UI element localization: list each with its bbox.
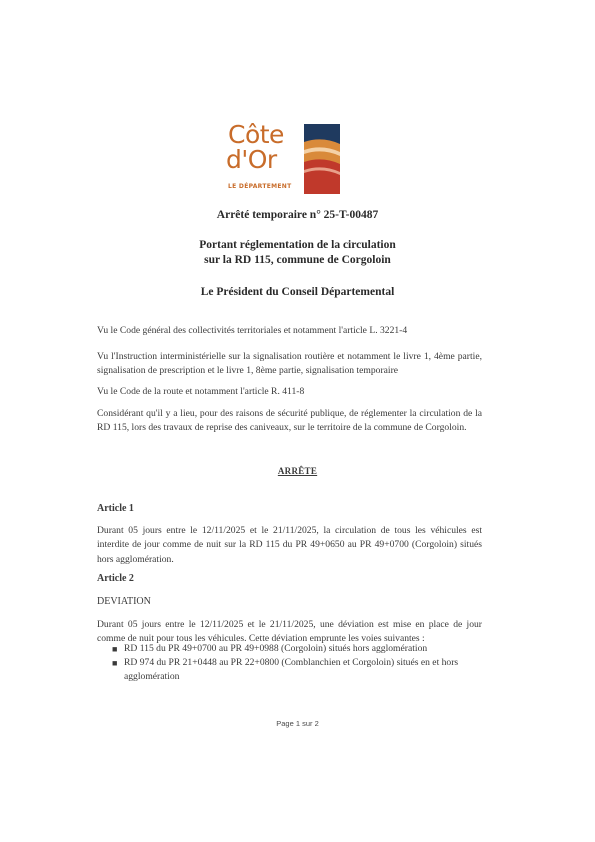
visa-paragraph: Vu le Code de la route et notamment l'article R. 411-8 — [97, 386, 305, 397]
logo-text-line1: Côte — [228, 120, 284, 149]
logo-subtitle: LE DÉPARTEMENT — [228, 183, 292, 190]
list-item — [112, 642, 482, 656]
considerant-paragraph: Considérant qu'il y a lieu, pour des raisons de sécurité publique, de réglementer la circulation de la RD 115, lors des travaux de reprise des caniveaux, sur le territoire de la commune de Corgoloin. — [97, 408, 482, 434]
list-item-text: RD 115 du PR 49+0700 au PR 49+0988 (Corgoloin) situés hors agglomération — [124, 643, 428, 654]
page-number: Page 1 sur 2 — [276, 719, 319, 728]
subject-line-2: sur la RD 115, commune de Corgoloin — [204, 254, 391, 266]
president-title: Le Président du Conseil Départemental — [200, 286, 395, 298]
visa-paragraph: Vu l'Instruction interministérielle sur la signalisation routière et notamment le livre 1, 4ème partie, signalisation de prescription et le livre 1, 8ème partie, signalisation temporaire — [97, 351, 482, 377]
logo-text-line2: d'Or — [226, 145, 277, 174]
subject-line-1: Portant réglementation de la circulation — [199, 239, 396, 251]
logo-emblem-icon — [304, 124, 340, 194]
article-1-title: Article 1 — [97, 503, 134, 514]
visa-paragraph: Vu le Code général des collectivités territoriales et notamment l'article L. 3221-4 — [97, 325, 408, 336]
list-item — [112, 656, 482, 684]
article-1-text: Durant 05 jours entre le 12/11/2025 et le 21/11/2025, la circulation de tous les véhicules est interdite de jour comme de nuit sur la RD 115 du PR 49+0650 au PR 49+0700 (Corgoloin) situés hors agglomération. — [97, 525, 482, 565]
arrete-heading: ARRÊTE — [277, 466, 318, 476]
bullet-icon: ■ — [112, 658, 118, 668]
bullet-icon: ■ — [112, 644, 118, 654]
deviation-heading: DEVIATION — [97, 596, 151, 607]
list-item-text: RD 974 du PR 21+0448 au PR 22+0800 (Comblanchien et Corgoloin) situés en et hors agglomération — [124, 657, 459, 682]
cote-dor-logo — [224, 122, 344, 196]
article-2-title: Article 2 — [97, 573, 134, 584]
arrete-number: Arrêté temporaire n° 25-T-00487 — [216, 209, 379, 221]
article-2-text: Durant 05 jours entre le 12/11/2025 et le 21/11/2025, une déviation est mise en place de jour comme de nuit pour tous les véhicules. Cette déviation emprunte les voies suivantes : — [97, 619, 482, 645]
deviation-route-list — [112, 642, 482, 684]
